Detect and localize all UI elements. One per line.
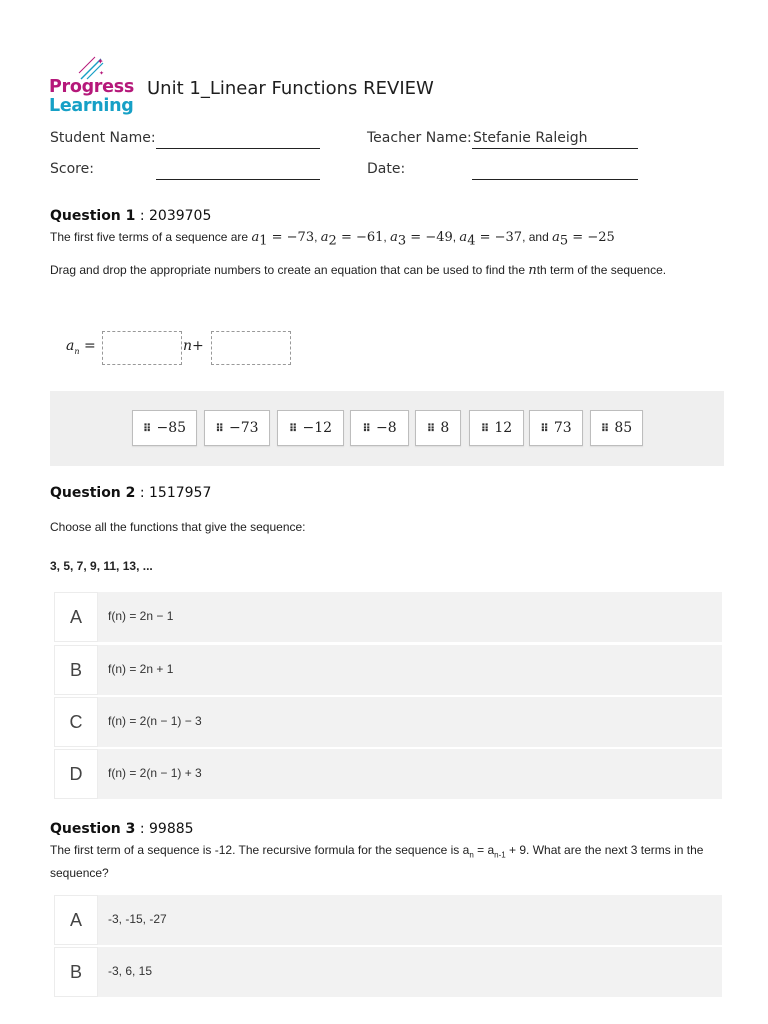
equals-sign: = (406, 230, 426, 245)
option-text: -3, -15, -27 (108, 912, 167, 926)
drag-handle-icon: ⠿ (288, 421, 297, 435)
question-label: Question 1 (50, 208, 136, 224)
answer-chip[interactable] (469, 410, 524, 446)
drag-handle-icon: ⠿ (142, 421, 151, 435)
term-subscript: 5 (559, 233, 569, 249)
term-symbol: a (390, 230, 398, 245)
q3-sub-n1: n-1 (494, 850, 506, 860)
term-subscript: 4 (467, 233, 476, 249)
question-id: : 2039705 (135, 208, 212, 224)
term-separator: , (383, 230, 391, 244)
q3-text-a: The first term of a sequence is -12. The recursive formula for the sequence is a (50, 843, 470, 857)
option-letter: A (54, 895, 98, 945)
score-line (156, 179, 320, 180)
equals-sign: = (568, 230, 588, 245)
sequence-term (390, 230, 460, 249)
question-3-text (50, 841, 720, 883)
answer-chip[interactable] (132, 410, 197, 446)
drop-zone-slope[interactable] (102, 331, 182, 365)
question-label: Question 2 (50, 485, 136, 501)
question-2-heading (50, 485, 211, 501)
term-separator: , (452, 230, 460, 244)
teacher-name-value: Stefanie Raleigh (473, 130, 588, 146)
option-b[interactable] (54, 645, 722, 695)
page-title: Unit 1_Linear Functions REVIEW (147, 78, 434, 99)
term-symbol: a (459, 230, 468, 245)
option-letter: B (54, 645, 98, 695)
question-1-intro (50, 228, 700, 250)
teacher-name-line (472, 148, 638, 149)
option-text: f(n) = 2(n − 1) + 3 (108, 766, 202, 780)
term-subscript: 2 (328, 233, 337, 249)
option-text: f(n) = 2(n − 1) − 3 (108, 714, 202, 728)
question-2-sequence: 3, 5, 7, 9, 11, 13, ... (50, 559, 153, 573)
option-text: f(n) = 2n − 1 (108, 609, 174, 623)
term-value: −37 (494, 230, 523, 245)
option-letter: A (54, 592, 98, 642)
sequence-term (552, 230, 615, 249)
term-value: −73 (286, 230, 315, 245)
instruction-variable: n (528, 263, 537, 278)
lhs-subscript: n (74, 346, 80, 356)
instruction-text: Drag and drop the appropriate numbers to create an equation that can be used to find the (50, 263, 529, 277)
term-symbol: a (552, 230, 560, 245)
chip-value: −85 (156, 420, 187, 436)
equals-sign: = (336, 230, 356, 245)
option-letter: D (54, 749, 98, 799)
term-symbol: a (320, 230, 329, 245)
option-b[interactable] (54, 947, 722, 997)
drag-handle-icon: ⠿ (540, 421, 548, 435)
term-value: −61 (355, 230, 384, 245)
teacher-name-label: Teacher Name: (367, 130, 472, 146)
equals-sign: = (475, 230, 495, 245)
student-name-line (156, 148, 320, 149)
sequence-term (251, 230, 321, 249)
drag-handle-icon: ⠿ (480, 421, 489, 435)
equals-sign: = (267, 230, 287, 245)
option-c[interactable] (54, 697, 722, 747)
term-subscript: 3 (397, 233, 407, 249)
answer-chip[interactable] (415, 410, 461, 446)
drop-zone-constant[interactable] (211, 331, 291, 365)
equation-mid: n+ (183, 338, 204, 354)
term-value: −49 (425, 230, 453, 245)
instruction-text-end: th term of the sequence. (536, 263, 667, 277)
drag-handle-icon: ⠿ (426, 421, 435, 435)
equation-lhs (66, 338, 96, 356)
progress-learning-logo (49, 55, 139, 119)
drag-handle-icon: ⠿ (600, 421, 609, 435)
question-id: : 99885 (135, 821, 194, 837)
chip-value: −12 (302, 420, 333, 436)
answer-chip[interactable] (529, 410, 583, 446)
question-id: : 1517957 (135, 485, 212, 501)
chip-value: 85 (614, 420, 633, 436)
option-a[interactable] (54, 895, 722, 945)
question-2-prompt: Choose all the functions that give the sequence: (50, 520, 306, 534)
drag-handle-icon: ⠿ (215, 421, 224, 435)
term-separator: , and (522, 230, 553, 244)
svg-text:✦: ✦ (97, 57, 104, 66)
term-subscript: 1 (259, 233, 268, 249)
answer-chip[interactable] (350, 410, 409, 446)
sequence-term (459, 230, 553, 249)
option-d[interactable] (54, 749, 722, 799)
lhs-symbol: a (66, 338, 75, 354)
option-letter: C (54, 697, 98, 747)
answer-chip[interactable] (277, 410, 344, 446)
chip-value: 73 (553, 420, 572, 436)
sequence-terms (251, 230, 615, 249)
question-label: Question 3 (50, 821, 136, 837)
chip-value: −73 (229, 420, 259, 436)
q3-text-c: + 9. What are the next 3 terms in the sequence? (50, 843, 704, 881)
term-value: −25 (587, 230, 615, 245)
date-line (472, 179, 638, 180)
sequence-term (320, 230, 391, 249)
term-symbol: a (251, 230, 260, 245)
option-text: -3, 6, 15 (108, 964, 153, 978)
chip-value: 8 (440, 420, 450, 436)
chip-value: −8 (375, 420, 397, 436)
term-separator: , (314, 230, 321, 244)
q3-sub-n: n (469, 850, 474, 860)
brand-line-1: Progress (49, 77, 134, 97)
intro-text: The first five terms of a sequence are (50, 230, 249, 244)
brand-line-2: Learning (49, 96, 134, 116)
date-label: Date: (367, 161, 406, 177)
q3-text-b: = a (473, 843, 495, 857)
question-1-heading (50, 208, 211, 224)
answer-chip[interactable] (204, 410, 270, 446)
drag-handle-icon: ⠿ (362, 421, 370, 435)
answer-chip[interactable] (590, 410, 643, 446)
question-3-heading (50, 821, 194, 837)
option-a[interactable] (54, 592, 722, 642)
option-text: f(n) = 2n + 1 (108, 662, 174, 676)
svg-text:✦: ✦ (99, 71, 105, 77)
student-name-label: Student Name: (50, 130, 156, 146)
question-1-instruction (50, 261, 680, 280)
score-label: Score: (50, 161, 94, 177)
option-letter: B (54, 947, 98, 997)
equals-sign: = (79, 338, 96, 354)
chip-value: 12 (494, 420, 513, 436)
